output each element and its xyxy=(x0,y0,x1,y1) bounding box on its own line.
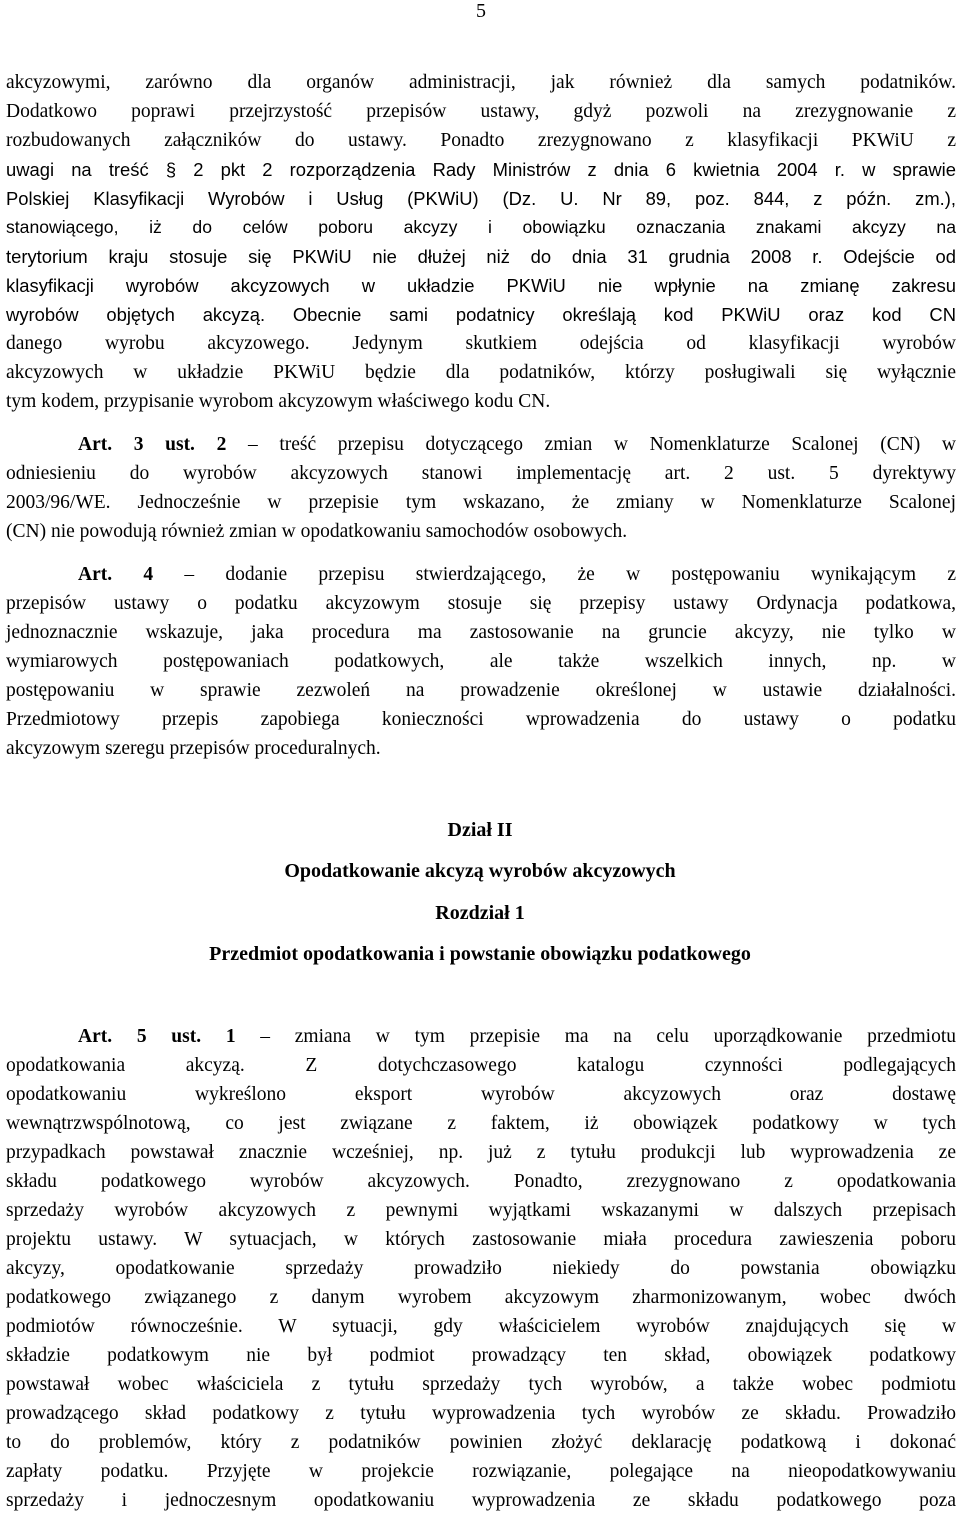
text-line: uwagi na treść § 2 pkt 2 rozporządzenia Rady Ministrów z dnia 6 kwietnia 2004 r. w sprawie xyxy=(6,159,956,180)
chapter-title-rozdzial: Przedmiot opodatkowania i powstanie obowiązku podatkowego xyxy=(209,943,751,965)
text-line: przypadkach powstawał znacznie wcześniej, np. już z tytułu produkcji lub wyprowadzenia ze xyxy=(6,1142,956,1163)
text-line xyxy=(6,430,956,459)
text-line: składzie podatkowym nie był podmiot prowadzący ten skład, obowiązek podatkowy xyxy=(6,1345,956,1366)
text-line: odniesieniu do wyrobów akcyzowych stanowi implementację art. 2 ust. 5 dyrektywy xyxy=(6,463,956,484)
text-span: – zmiana w tym przepisie ma na celu uporządkowanie przedmiotu xyxy=(235,1026,956,1047)
text-line: jednoznacznie wskazuje, jaka procedura ma zastosowanie na gruncie akcyzy, nie tylko w xyxy=(6,622,956,643)
art5-paragraph xyxy=(6,1022,956,1515)
text-line: wyrobów objętych akcyzą. Obecnie sami podatnicy określają kod PKWiU oraz kod CN xyxy=(6,304,956,325)
text-line: (CN) nie powodują również zmian w opodatkowaniu samochodów osobowych. xyxy=(6,521,628,542)
text-line: prowadzącego skład podatkowy z tytułu wyprowadzenia tych wyrobów ze składu. Prowadziło xyxy=(6,1403,956,1424)
text-line xyxy=(6,560,956,589)
text-line: Polskiej Klasyfikacji Wyrobów i Usług (PKWiU) (Dz. U. Nr 89, poz. 844, z późn. zm.), xyxy=(6,188,956,209)
text-line: projektu ustawy. W sytuacjach, w których zastosowanie miała procedura zawieszenia poboru xyxy=(6,1229,956,1250)
art4-paragraph xyxy=(6,560,956,763)
text-line: klasyfikacji wyrobów akcyzowych w układzie PKWiU nie wpłynie na zmianę zakresu xyxy=(6,275,956,296)
text-line: wewnątrzwspólnotową, co jest związane z faktem, iż obowiązek podatkowy w tych xyxy=(6,1113,956,1134)
text-line: podatkowego związanego z danym wyrobem akcyzowym zharmonizowanym, wobec dwóch xyxy=(6,1287,956,1308)
page-number: 5 xyxy=(476,0,486,22)
text-line xyxy=(6,1022,956,1051)
chapter-heading-rozdzial: Rozdział 1 xyxy=(435,902,525,924)
text-line: sprzedaży i jednoczesnym opodatkowaniu wyprowadzenia ze składu podatkowego poza xyxy=(6,1490,956,1511)
text-line: akcyzowym szeregu przepisów proceduralnych. xyxy=(6,738,381,759)
text-line: tym kodem, przypisanie wyrobom akcyzowym właściwego kodu CN. xyxy=(6,391,551,412)
text-span: – dodanie przepisu stwierdzającego, że w postępowaniu wynikającym z xyxy=(153,564,956,585)
text-line: akcyzy, opodatkowanie sprzedaży prowadziło niekiedy do powstania obowiązku xyxy=(6,1258,956,1279)
text-line: akcyzowymi, zarówno dla organów administracji, jak również dla samych podatników. xyxy=(6,72,956,93)
text-line: postępowaniu w sprawie zezwoleń na prowadzenie określonej w ustawie działalności. xyxy=(6,680,956,701)
paragraph-continuation xyxy=(6,68,956,416)
text-span: – treść przepisu dotyczącego zmian w Nomenklaturze Scalonej (CN) w xyxy=(226,434,956,455)
text-line: sprzedaży wyrobów akcyzowych z pewnymi wyjątkami wskazanymi w dalszych przepisach xyxy=(6,1200,956,1221)
text-line: 2003/96/WE. Jednocześnie w przepisie tym wskazano, że zmiany w Nomenklaturze Scalonej xyxy=(6,492,956,513)
text-line: zapłaty podatku. Przyjęte w projekcie rozwiązanie, polegające na nieopodatkowywaniu xyxy=(6,1461,956,1482)
text-line: wymiarowych postępowaniach podatkowych, ale także wszelkich innych, np. w xyxy=(6,651,956,672)
text-line: opodatkowaniu wykreślono eksport wyrobów akcyzowych oraz dostawę xyxy=(6,1084,956,1105)
text-line: Przedmiotowy przepis zapobiega konieczności wprowadzenia do ustawy o podatku xyxy=(6,709,956,730)
text-line: akcyzowych w układzie PKWiU będzie dla podatników, którzy posługiwali się wyłącznie xyxy=(6,362,956,383)
section-title-dzial: Opodatkowanie akcyzą wyrobów akcyzowych xyxy=(284,860,676,882)
text-line: składu podatkowego wyrobów akcyzowych. Ponadto, zrezygnowano z opodatkowania xyxy=(6,1171,956,1192)
art3-paragraph xyxy=(6,430,956,546)
article-reference: Art. 3 ust. 2 xyxy=(78,434,227,455)
article-reference: Art. 4 xyxy=(78,564,154,585)
text-line: Dodatkowo poprawi przejrzystość przepisów ustawy, gdyż pozwoli na zrezygnowanie z xyxy=(6,101,956,122)
article-reference: Art. 5 ust. 1 xyxy=(78,1026,236,1047)
text-line: przepisów ustawy o podatku akcyzowym stosuje się przepisy ustawy Ordynacja podatkowa, xyxy=(6,593,956,614)
text-line: rozbudowanych załączników do ustawy. Ponadto zrezygnowano z klasyfikacji PKWiU z xyxy=(6,130,956,151)
text-line: powstawał wobec właściciela z tytułu sprzedaży tych wyrobów, a także wobec podmiotu xyxy=(6,1374,956,1395)
text-line: opodatkowania akcyzą. Z dotychczasowego katalogu czynności podlegających xyxy=(6,1055,956,1076)
text-line: danego wyrobu akcyzowego. Jedynym skutkiem odejścia od klasyfikacji wyrobów xyxy=(6,333,956,354)
text-line: to do problemów, który z podatników powinien złożyć deklarację podatkową i dokonać xyxy=(6,1432,956,1453)
text-line: terytorium kraju stosuje się PKWiU nie dłużej niż do dnia 31 grudnia 2008 r. Odejście od xyxy=(6,246,956,267)
text-line: stanowiącego, iż do celów poboru akcyzy i obowiązku oznaczania znakami akcyzy na xyxy=(6,217,956,237)
text-line: podmiotów równocześnie. W sytuacji, gdy właścicielem wyrobów znajdujących się w xyxy=(6,1316,956,1337)
section-heading-dzial: Dział II xyxy=(447,819,513,841)
